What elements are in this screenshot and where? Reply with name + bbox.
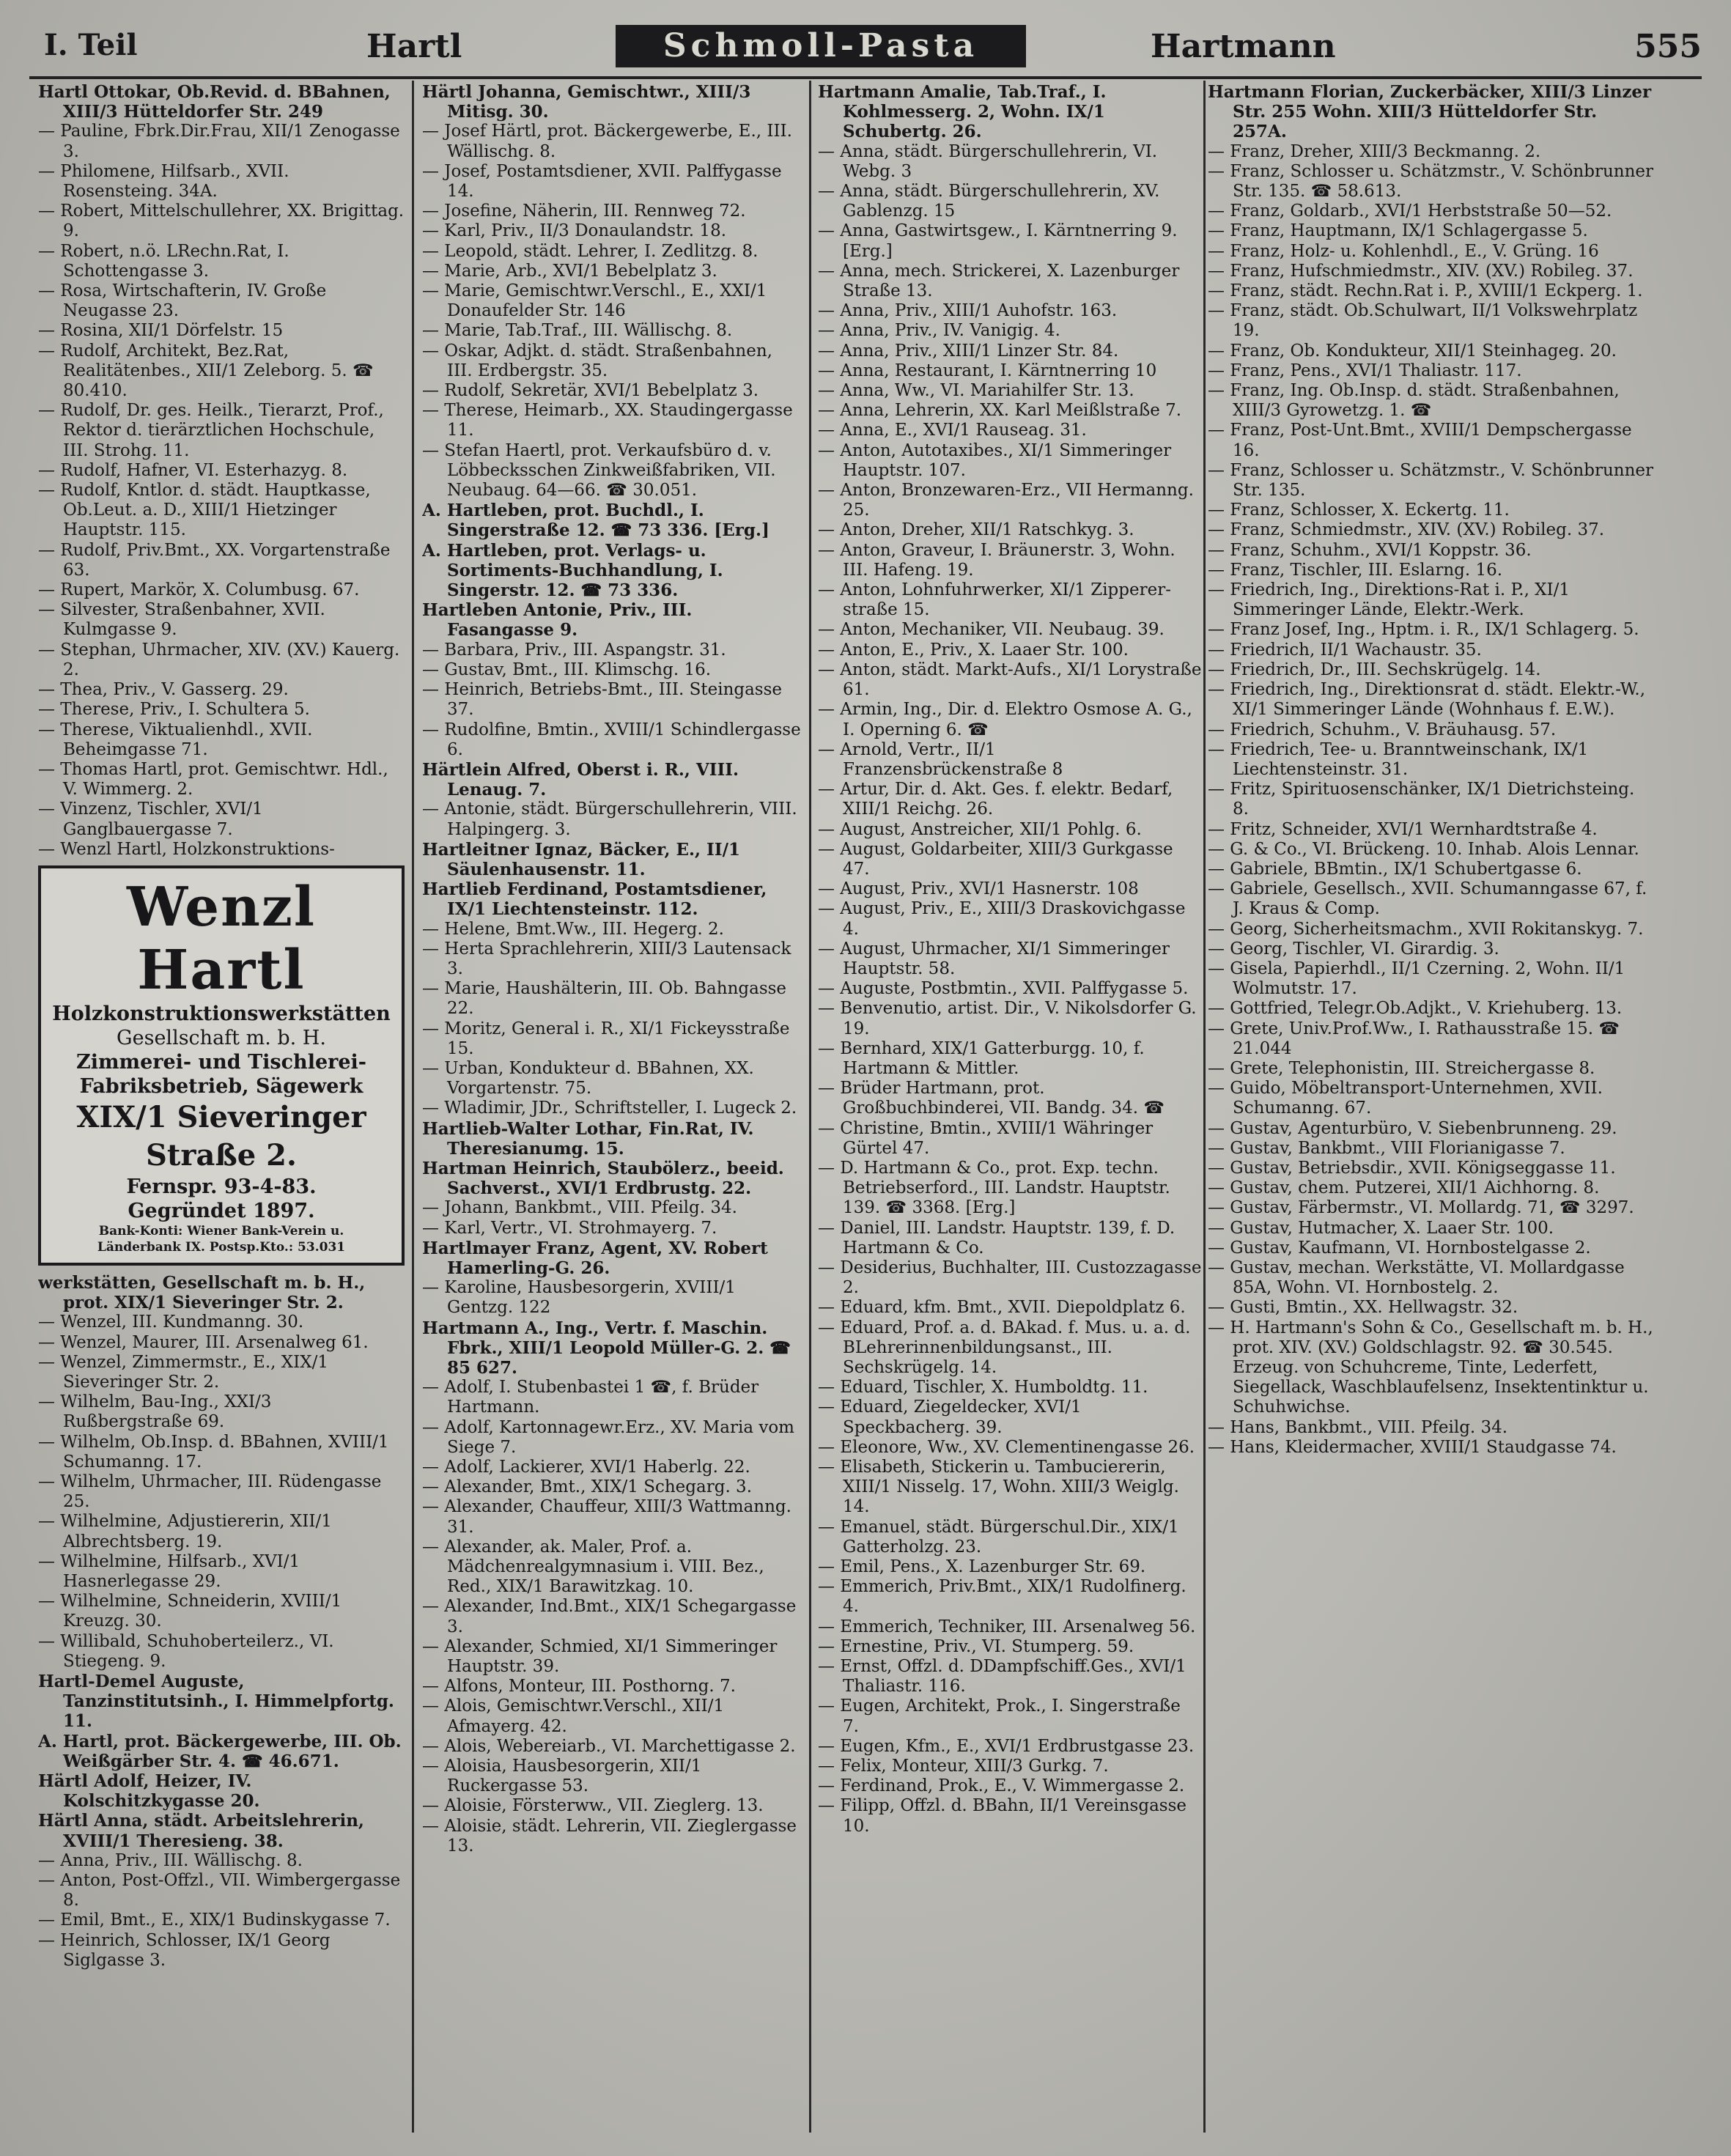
directory-entry: — Philomene, Hilfsarb., XVII. Rosensteing. 34A. [38, 161, 289, 202]
directory-entry: — Friedrich, Ing., Direktions-Rat i. P., XI/1 Simmeringer Lände, Elektr.-Werk. [1208, 580, 1571, 620]
directory-entry: — Alexander, Chauffeur, XIII/3 Wattmanng. 31. [422, 1497, 791, 1537]
directory-entry: — Fritz, Schneider, XVI/1 Wernhardtstraße 4. [1208, 819, 1598, 839]
directory-entry: — Gabriele, Gesellsch., XVII. Schumanngasse 67, f. J. Kraus & Comp. [1208, 879, 1647, 919]
directory-entry: — Robert, Mittelschullehrer, XX. Brigittag. 9. [38, 202, 405, 241]
header-rule [29, 76, 1702, 79]
directory-entry: — Aloisie, städt. Lehrerin, VII. Zieglergasse 13. [422, 1816, 797, 1856]
directory-entry: — Robert, n.ö. LRechn.Rat, I. Schottengasse 3. [38, 241, 289, 281]
directory-entry: — Therese, Viktualienhdl., XVII. Beheimgasse 71. [38, 720, 313, 759]
directory-entry: — Franz, Ob. Kondukteur, XII/1 Steinhageg. 20. [1208, 341, 1617, 361]
directory-entry: — Thea, Priv., V. Gasserg. 29. [38, 680, 289, 700]
column-divider [809, 81, 811, 2133]
directory-entry: werkstätten, Gesellschaft m. b. H., prot. XIX/1 Sieveringer Str. 2. [38, 1272, 366, 1313]
ad-line-1: Zimmerei- und Tischlerei- [75, 1050, 366, 1074]
ad-subtitle: Holzkonstruktionswerkstätten [52, 1002, 391, 1025]
directory-entry: — Thomas Hartl, prot. Gemischtwr. Hdl., V. Wimmerg. 2. [38, 759, 388, 800]
directory-entry: — Emil, Pens., X. Lazenburger Str. 69. [818, 1557, 1146, 1577]
directory-entry: — Gustav, Bmt., III. Klimschg. 16. [422, 660, 712, 679]
directory-entry: — Gustav, Kaufmann, VI. Hornbostelgasse 2. [1208, 1238, 1591, 1258]
page-number: 555 [1634, 28, 1702, 65]
directory-entry: — Ferdinand, Prok., E., V. Wimmergasse 2. [818, 1776, 1185, 1796]
column-3-entries [818, 82, 1202, 1836]
directory-entry: — Wilhelm, Bau-Ing., XXI/3 Rußbergstraße 69. [38, 1392, 272, 1432]
column-4 [1208, 82, 1653, 2140]
directory-entry: — Hans, Kleidermacher, XVIII/1 Staudgasse 74. [1208, 1437, 1617, 1457]
directory-entry: — Rosa, Wirtschafterin, IV. Große Neugasse 23. [38, 281, 327, 321]
directory-entry: — Anton, Autotaxibes., XI/1 Simmeringer Hauptstr. 107. [818, 440, 1172, 480]
directory-entry: — Oskar, Adjkt. d. städt. Straßenbahnen, III. Erdbergstr. 35. [422, 341, 772, 380]
directory-entry: — Georg, Tischler, VI. Girardig. 3. [1208, 939, 1499, 959]
directory-entry: — Rudolf, Dr. ges. Heilk., Tierarzt, Prof., Rektor d. tierärztlichen Hochschule, III. Strohg. 11. [38, 401, 384, 460]
directory-entry: — Urban, Kondukteur d. BBahnen, XX. Vorgartenstr. 75. [422, 1058, 754, 1099]
directory-entry: — Anton, Graveur, I. Bräunerstr. 3, Wohn. III. Hafeng. 19. [818, 540, 1175, 580]
directory-entry: — Emil, Bmt., E., XIX/1 Budinskygasse 7. [38, 1911, 391, 1930]
directory-entry: — Adolf, Lackierer, XVI/1 Haberlg. 22. [422, 1458, 750, 1477]
directory-entry: — Eduard, Prof. a. d. BAkad. f. Mus. u. a. d. BLehrerinnenbildungsanst., III. Sechskrügelg. 14. [818, 1318, 1191, 1377]
directory-entry: — Aloisia, Hausbesorgerin, XII/1 Ruckergasse 53. [422, 1757, 702, 1796]
directory-entry: — Wladimir, JDr., Schriftsteller, I. Lugeck 2. [422, 1099, 797, 1118]
directory-entry: — Anna, E., XVI/1 Rauseag. 31. [818, 421, 1087, 440]
directory-entry: Härtl Adolf, Heizer, IV. Kolschitzkygasse 20. [38, 1771, 260, 1812]
directory-entry: — Heinrich, Schlosser, IX/1 Georg Siglgasse 3. [38, 1930, 331, 1970]
directory-entry: — Wenzel, Maurer, III. Arsenalweg 61. [38, 1332, 369, 1352]
directory-entry: — Rudolf, Kntlor. d. städt. Hauptkasse, Ob.Leut. a. D., XIII/1 Hietzinger Hauptstr. 115. [38, 481, 371, 540]
directory-entry: — Marie, Tab.Traf., III. Wällischg. 8. [422, 321, 733, 341]
directory-entry: — August, Goldarbeiter, XIII/3 Gurkgasse 47. [818, 839, 1173, 879]
directory-entry: — Rudolf, Sekretär, XVI/1 Bebelplatz 3. [422, 381, 759, 401]
directory-entry: Hartmann Amalie, Tab.Traf., I. Kohlmesserg. 2, Wohn. IX/1 Schubertg. 26. [818, 82, 1107, 142]
directory-entry: — Franz, Schmiedmstr., XIV. (XV.) Robileg. 37. [1208, 520, 1605, 540]
directory-entry: — Moritz, General i. R., XI/1 Fickeysstraße 15. [422, 1019, 790, 1058]
directory-entry: — Ernst, Offzl. d. DDampfschiff.Ges., XVI/1 Thaliastr. 116. [818, 1657, 1186, 1697]
directory-entry: Hartlmayer Franz, Agent, XV. Robert Hamerling-G. 26. [422, 1238, 768, 1278]
directory-entry: — August, Anstreicher, XII/1 Pohlg. 6. [818, 819, 1142, 839]
directory-entry: — Rudolfine, Bmtin., XVIII/1 Schindlergasse 6. [422, 720, 801, 759]
directory-entry: — Anna, städt. Bürgerschullehrerin, VI. Webg. 3 [818, 141, 1158, 181]
directory-entry: — Anna, Lehrerin, XX. Karl Meißlstraße 7. [818, 401, 1182, 421]
directory-entry: — Johann, Bankbmt., VIII. Pfeilg. 34. [422, 1198, 737, 1218]
directory-entry: Hartmann A., Ing., Vertr. f. Maschin. Fbrk., XIII/1 Leopold Müller-G. 2. ☎ 85 627. [422, 1318, 791, 1378]
directory-entry: — Karl, Vertr., VI. Strohmayerg. 7. [422, 1218, 717, 1238]
directory-entry: — Alois, Webereiarb., VI. Marchettigasse 2. [422, 1736, 796, 1756]
ad-bank-1: Bank-Konti: Wiener Bank-Verein u. [98, 1223, 344, 1238]
directory-entry: — Alexander, Ind.Bmt., XIX/1 Schegargasse 3. [422, 1597, 797, 1636]
directory-entry: A. Hartleben, prot. Buchdl., I. Singerstraße 12. ☎ 73 336. [Erg.] [422, 501, 769, 541]
directory-entry: Hartl-Demel Auguste, Tanzinstitutsinh., I. Himmelpfortg. 11. [38, 1671, 394, 1732]
directory-entry: — Eduard, kfm. Bmt., XVII. Diepoldplatz 6. [818, 1298, 1186, 1318]
directory-entry: — Alois, Gemischtwr.Verschl., XII/1 Afmayerg. 42. [422, 1697, 725, 1736]
directory-entry: — Heinrich, Betriebs-Bmt., III. Steingasse 37. [422, 680, 783, 720]
directory-entry: — Wilhelmine, Hilfsarb., XVI/1 Hasnerlegasse 29. [38, 1551, 300, 1591]
directory-entry: — Willibald, Schuhoberteilerz., VI. Stiegeng. 9. [38, 1631, 334, 1671]
directory-entry: — Wenzl Hartl, Holzkonstruktions- [38, 839, 335, 859]
directory-entry: — Anna, Priv., XIII/1 Linzer Str. 84. [818, 341, 1119, 361]
directory-entry: — Aloisie, Försterww., VII. Zieglerg. 13. [422, 1796, 764, 1816]
directory-entry: — Anton, Mechaniker, VII. Neubaug. 39. [818, 620, 1165, 640]
directory-entry: — Barbara, Priv., III. Aspangstr. 31. [422, 640, 726, 660]
directory-entry: — Gustav, Hutmacher, X. Laaer Str. 100. [1208, 1218, 1554, 1238]
directory-entry: — Anton, Dreher, XII/1 Ratschkyg. 3. [818, 520, 1134, 540]
directory-entry: — Anna, Priv., XIII/1 Auhofstr. 163. [818, 301, 1118, 321]
directory-entry: — Adolf, Kartonnagewr.Erz., XV. Maria vom Siege 7. [422, 1417, 794, 1457]
advertisement-box [38, 865, 405, 1266]
directory-entry: — August, Uhrmacher, XI/1 Simmeringer Hauptstr. 58. [818, 939, 1170, 978]
directory-entry: — Adolf, I. Stubenbastei 1 ☎, f. Brüder Hartmann. [422, 1378, 759, 1417]
directory-entry: — Marie, Arb., XVI/1 Bebelplatz 3. [422, 261, 717, 281]
directory-entry: — Franz, Tischler, III. Eslarng. 16. [1208, 560, 1503, 580]
directory-entry: — Auguste, Postbmtin., XVII. Palffygasse 5. [818, 979, 1189, 999]
column-1 [38, 82, 405, 2140]
header-banner: Schmoll-Pasta [616, 25, 1026, 67]
directory-entry: — Stefan Haertl, prot. Verkaufsbüro d. v. Löbbecksschen Zinkweißfabriken, VII. Neubaug. 64—66. ☎ 30.051. [422, 440, 776, 501]
directory-entry: — Anton, E., Priv., X. Laaer Str. 100. [818, 640, 1129, 660]
directory-entry: — Emmerich, Techniker, III. Arsenalweg 56. [818, 1617, 1196, 1636]
directory-entry: — Ernestine, Priv., VI. Stumperg. 59. [818, 1636, 1134, 1656]
directory-entry: — Anna, städt. Bürgerschullehrerin, XV. Gablenzg. 15 [818, 182, 1160, 221]
column-1-top-entries [38, 82, 405, 860]
directory-entry: — Bernhard, XIX/1 Gatterburgg. 10, f. Hartmann & Mittler. [818, 1038, 1145, 1078]
directory-entry: — Anna, Priv., III. Wällischg. 8. [38, 1850, 303, 1870]
directory-entry: — Gabriele, BBmtin., IX/1 Schubertgasse 6. [1208, 859, 1582, 879]
directory-entry: — Wilhelm, Uhrmacher, III. Rüdengasse 25. [38, 1472, 382, 1512]
directory-entry: — Anton, Post-Offzl., VII. Wimbergergasse 8. [38, 1871, 401, 1911]
directory-entry: — Hans, Bankbmt., VIII. Pfeilg. 34. [1208, 1417, 1508, 1437]
column-divider [1203, 81, 1206, 2133]
directory-entry: — Anna, Restaurant, I. Kärntnerring 10 [818, 361, 1157, 380]
directory-entry: — Gustav, chem. Putzerei, XII/1 Aichhorng. 8. [1208, 1178, 1600, 1198]
ad-phone: Fernspr. 93-4-83. [126, 1175, 317, 1198]
header-left-word: Hartl [366, 28, 462, 65]
directory-entry: — Gustav, mechan. Werkstätte, VI. Mollardgasse 85A, Wohn. VI. Hornbostelg. 2. [1208, 1258, 1625, 1298]
directory-entry: — Franz, städt. Rechn.Rat i. P., XVIII/1 Eckperg. 1. [1208, 281, 1643, 301]
ad-company-form: Gesellschaft m. b. H. [117, 1026, 326, 1049]
directory-entry: — Anna, Gastwirtsgew., I. Kärntnerring 9. [Erg.] [818, 221, 1178, 261]
column-divider [412, 81, 414, 2133]
directory-entry: — Friedrich, Ing., Direktionsrat d. städt. Elektr.-W., XI/1 Simmeringer Lände (Wohnhaus f. E.W.). [1208, 680, 1646, 720]
directory-entry: — Gustav, Bankbmt., VIII Florianigasse 7. [1208, 1138, 1565, 1158]
directory-entry: — Gustav, Betriebsdir., XVII. Königseggasse 11. [1208, 1158, 1616, 1178]
directory-entry: — G. & Co., VI. Brückeng. 10. Inhab. Alois Lennar. [1208, 839, 1639, 859]
directory-entry: A. Hartl, prot. Bäckergewerbe, III. Ob. Weißgärber Str. 4. ☎ 46.671. [38, 1731, 402, 1771]
directory-entry: — Silvester, Straßenbahner, XVII. Kulmgasse 9. [38, 600, 325, 640]
directory-entry: Härtl Johanna, Gemischtwr., XIII/3 Mitisg. 30. [422, 82, 751, 122]
directory-entry: — Marie, Gemischtwr.Verschl., E., XXI/1 Donaufelder Str. 146 [422, 281, 767, 321]
directory-entry: — Franz, Pens., XVI/1 Thaliastr. 117. [1208, 361, 1522, 380]
directory-entry: — H. Hartmann's Sohn & Co., Gesellschaft m. b. H., prot. XIV. (XV.) Goldschlagstr. 92. ☎ 30.545. Erzeug. von Schuhcreme, Tinte, Lederfett, Siegellack, Waschblaufelsenz, Insektentinktur u. Schuhwichse. [1208, 1318, 1653, 1417]
directory-entry: — Eduard, Tischler, X. Humboldtg. 11. [818, 1378, 1148, 1398]
directory-entry: — Guido, Möbeltransport-Unternehmen, XVII. Schumanng. 67. [1208, 1079, 1603, 1118]
column-2 [422, 82, 802, 2140]
directory-entry: — Wenzel, III. Kundmanng. 30. [38, 1313, 304, 1332]
directory-entry: — Franz, Ing. Ob.Insp. d. städt. Straßenbahnen, XIII/3 Gyrowetzg. 1. ☎ [1208, 381, 1620, 421]
directory-entry: — Daniel, III. Landstr. Hauptstr. 139, f. D. Hartmann & Co. [818, 1218, 1175, 1258]
directory-entry: — Rudolf, Priv.Bmt., XX. Vorgartenstraße 63. [38, 540, 391, 580]
directory-entry: — Christine, Bmtin., XVIII/1 Währinger Gürtel 47. [818, 1118, 1154, 1158]
directory-entry: — Wilhelmine, Adjustiererin, XII/1 Albrechtsberg. 19. [38, 1512, 332, 1551]
directory-entry: — Brüder Hartmann, prot. Großbuchbinderei, VII. Bandg. 34. ☎ [818, 1079, 1165, 1118]
directory-entry: — Herta Sprachlehrerin, XIII/3 Lautensack 3. [422, 939, 791, 978]
directory-entry: — Friedrich, II/1 Wachaustr. 35. [1208, 640, 1482, 660]
directory-entry: — Desiderius, Buchhalter, III. Custozzagasse 2. [818, 1258, 1202, 1298]
column-1-bottom-entries [38, 1273, 405, 1971]
directory-entry: — Anna, Priv., IV. Vanigig. 4. [818, 321, 1060, 341]
directory-entry: — Friedrich, Dr., III. Sechskrügelg. 14. [1208, 660, 1541, 679]
column-2-entries [422, 82, 802, 1856]
directory-entry: — Rosina, XII/1 Dörfelstr. 15 [38, 321, 284, 341]
directory-entry: — Alexander, ak. Maler, Prof. a. Mädchenrealgymnasium i. VIII. Bez., Red., XIX/1 Barawitzkag. 10. [422, 1537, 764, 1597]
directory-entry: — Marie, Haushälterin, III. Ob. Bahngasse 22. [422, 979, 787, 1019]
header-right-word: Hartmann [1151, 28, 1336, 65]
directory-entry: — Franz, Goldarb., XVI/1 Herbststraße 50—52. [1208, 202, 1612, 221]
directory-entry: — Antonie, städt. Bürgerschullehrerin, VIII. Halpingerg. 3. [422, 800, 797, 839]
directory-entry: Hartlieb Ferdinand, Postamtsdiener, IX/1 Liechtensteinstr. 112. [422, 879, 767, 920]
directory-entry: — Karoline, Hausbesorgerin, XVIII/1 Gentzg. 122 [422, 1278, 736, 1318]
directory-entry: — Anton, Lohnfuhrwerker, XI/1 Zippererstraße 15. [818, 580, 1171, 620]
directory-entry: — Josefine, Näherin, III. Rennweg 72. [422, 202, 746, 221]
directory-entry: — Alexander, Bmt., XIX/1 Schegarg. 3. [422, 1477, 753, 1497]
ad-line-2: Fabriksbetrieb, Sägewerk [79, 1074, 363, 1098]
directory-entry: — Filipp, Offzl. d. BBahn, II/1 Vereinsgasse 10. [818, 1796, 1187, 1836]
directory-entry: — Franz, Schlosser u. Schätzmstr., V. Schönbrunner Str. 135. [1208, 460, 1653, 501]
part-label: I. Teil [44, 28, 138, 62]
directory-entry: Hartmann Florian, Zuckerbäcker, XIII/3 Linzer Str. 255 Wohn. XIII/3 Hütteldorfer Str. 257A. [1208, 82, 1652, 142]
directory-entry: — Eleonore, Ww., XV. Clementinengasse 26. [818, 1437, 1195, 1457]
directory-entry: — Franz, Schlosser, X. Eckertg. 11. [1208, 501, 1510, 520]
directory-entry: — Alexander, Schmied, XI/1 Simmeringer Hauptstr. 39. [422, 1636, 778, 1677]
directory-entry: — Josef Härtl, prot. Bäckergewerbe, E., III. Wällischg. 8. [422, 122, 792, 161]
directory-entry: — Georg, Sicherheitsmachm., XVII Rokitanskyg. 7. [1208, 919, 1644, 939]
ad-company-name: Wenzl Hartl [126, 875, 317, 1002]
directory-entry: — Friedrich, Tee- u. Branntweinschank, IX/1 Liechtensteinstr. 31. [1208, 739, 1589, 779]
directory-entry: — Franz, Dreher, XIII/3 Beckmanng. 2. [1208, 141, 1541, 161]
directory-entry: Härtlein Alfred, Oberst i. R., VIII. Lenaug. 7. [422, 759, 739, 800]
directory-entry: — Anna, mech. Strickerei, X. Lazenburger Straße 13. [818, 261, 1180, 301]
directory-entry: — Rudolf, Architekt, Bez.Rat, Realitätenbes., XII/1 Zeleborg. 5. ☎ 80.410. [38, 341, 374, 401]
ad-bank-2: Länderbank IX. Postsp.Kto.: 53.031 [97, 1239, 346, 1255]
directory-entry: — Artur, Dir. d. Akt. Ges. f. elektr. Bedarf, XIII/1 Reichg. 26. [818, 780, 1173, 819]
directory-entry: — Anton, städt. Markt-Aufs., XI/1 Lorystraße 61. [818, 660, 1202, 700]
directory-entry: — Wenzel, Zimmermstr., E., XIX/1 Sieveringer Str. 2. [38, 1352, 328, 1392]
directory-entry: — August, Priv., E., XIII/3 Draskovichgasse 4. [818, 899, 1186, 939]
directory-entry: — Helene, Bmt.Ww., III. Hegerg. 2. [422, 919, 724, 939]
directory-entry: — Josef, Postamtsdiener, XVII. Palffygasse 14. [422, 161, 782, 202]
directory-entry: — Franz, Holz- u. Kohlenhdl., E., V. Grüng. 16 [1208, 241, 1599, 261]
directory-entry: — Armin, Ing., Dir. d. Elektro Osmose A. G., I. Operning 6. ☎ [818, 700, 1192, 739]
directory-entry: — Rudolf, Hafner, VI. Esterhazyg. 8. [38, 460, 348, 480]
directory-entry: — Franz, städt. Ob.Schulwart, II/1 Volkswehrplatz 19. [1208, 301, 1638, 341]
directory-entry: — Emmerich, Priv.Bmt., XIX/1 Rudolfinerg. 4. [818, 1577, 1186, 1617]
directory-entry: — Gusti, Bmtin., XX. Hellwagstr. 32. [1208, 1298, 1518, 1318]
directory-entry: — Gisela, Papierhdl., II/1 Czerning. 2, Wohn. II/1 Wolmutstr. 17. [1208, 959, 1625, 999]
directory-entry: — Fritz, Spirituosenschänker, IX/1 Dietrichsteing. 8. [1208, 780, 1635, 819]
directory-entry: A. Hartleben, prot. Verlags- u. Sortiments-Buchhandlung, I. Singerstr. 12. ☎ 73 336. [422, 540, 723, 601]
page-header [29, 10, 1702, 81]
directory-entry: — Eduard, Ziegeldecker, XVI/1 Speckbacherg. 39. [818, 1398, 1082, 1437]
directory-entry: — Emanuel, städt. Bürgerschul.Dir., XIX/1 Gatterholzg. 23. [818, 1517, 1179, 1557]
directory-entry: — Franz Josef, Ing., Hptm. i. R., IX/1 Schlagerg. 5. [1208, 620, 1639, 640]
directory-entry: — Gustav, Färbermstr., VI. Mollardg. 71, ☎ 3297. [1208, 1198, 1634, 1218]
column-4-entries [1208, 82, 1653, 1458]
directory-entry: Hartman Heinrich, Staubölerz., beeid. Sachverst., XVI/1 Erdbrustg. 22. [422, 1158, 784, 1199]
directory-entry: — Karl, Priv., II/3 Donaulandstr. 18. [422, 221, 727, 241]
directory-entry: — Eugen, Architekt, Prok., I. Singerstraße 7. [818, 1697, 1181, 1736]
directory-entry: — Franz, Post-Unt.Bmt., XVIII/1 Dempschergasse 16. [1208, 421, 1632, 460]
directory-entry: — Gustav, Agenturbüro, V. Siebenbrunneng. 29. [1208, 1118, 1617, 1138]
directory-entry: — Wilhelmine, Schneiderin, XVIII/1 Kreuzg. 30. [38, 1592, 342, 1631]
directory-entry: — Franz, Schlosser u. Schätzmstr., V. Schönbrunner Str. 135. ☎ 58.613. [1208, 161, 1653, 202]
directory-entry: — Stephan, Uhrmacher, XIV. (XV.) Kauerg. 2. [38, 640, 400, 679]
directory-entry: — August, Priv., XVI/1 Hasnerstr. 108 [818, 879, 1139, 899]
directory-entry: — Leopold, städt. Lehrer, I. Zedlitzg. 8. [422, 241, 759, 261]
directory-entry: — Vinzenz, Tischler, XVI/1 Ganglbauergasse 7. [38, 800, 263, 839]
directory-entry: — Anton, Bronzewaren-Erz., VII Hermanng. 25. [818, 481, 1194, 520]
directory-entry: — Felix, Monteur, XIII/3 Gurkg. 7. [818, 1757, 1109, 1776]
directory-entry: — Anna, Ww., VI. Mariahilfer Str. 13. [818, 381, 1134, 401]
directory-entry: — Wilhelm, Ob.Insp. d. BBahnen, XVIII/1 Schumanng. 17. [38, 1432, 389, 1472]
directory-entry: — Friedrich, Schuhm., V. Bräuhausg. 57. [1208, 720, 1557, 739]
ad-address: XIX/1 Sieveringer Straße 2. [76, 1099, 366, 1173]
directory-entry: — Franz, Hauptmann, IX/1 Schlagergasse 5. [1208, 221, 1588, 241]
directory-entry: Hartlieb-Walter Lothar, Fin.Rat, IV. Theresianumg. 15. [422, 1118, 754, 1159]
directory-entry: Hartleitner Ignaz, Bäcker, E., II/1 Säulenhausenstr. 11. [422, 839, 740, 879]
ad-founded: Gegründet 1897. [128, 1199, 315, 1222]
directory-entry: — Therese, Heimarb., XX. Staudingergasse 11. [422, 401, 793, 440]
directory-entry: — Alfons, Monteur, III. Posthorng. 7. [422, 1677, 736, 1697]
directory-entry: — Therese, Priv., I. Schultera 5. [38, 700, 310, 720]
directory-entry: Hartleben Antonie, Priv., III. Fasangasse 9. [422, 600, 693, 640]
directory-entry: — Pauline, Fbrk.Dir.Frau, XII/1 Zenogasse 3. [38, 122, 400, 161]
directory-entry: — Eugen, Kfm., E., XVI/1 Erdbrustgasse 23. [818, 1736, 1195, 1756]
directory-entry: — Franz, Hufschmiedmstr., XIV. (XV.) Robileg. 37. [1208, 261, 1634, 281]
directory-entry: — Arnold, Vertr., II/1 Franzensbrückenstraße 8 [818, 739, 1063, 779]
directory-entry: — Rupert, Markör, X. Columbusg. 67. [38, 580, 360, 600]
directory-entry: — Benvenutio, artist. Dir., V. Nikolsdorfer G. 19. [818, 999, 1197, 1038]
directory-entry: — Franz, Schuhm., XVI/1 Koppstr. 36. [1208, 540, 1532, 560]
directory-entry: Hartl Ottokar, Ob.Revid. d. BBahnen, XIII/3 Hütteldorfer Str. 249 [38, 82, 391, 122]
directory-entry: — Grete, Telephonistin, III. Streichergasse 8. [1208, 1058, 1595, 1078]
directory-entry: — Grete, Univ.Prof.Ww., I. Rathausstraße 15. ☎ 21.044 [1208, 1019, 1620, 1058]
directory-entry: Härtl Anna, städt. Arbeitslehrerin, XVIII/1 Theresieng. 38. [38, 1811, 364, 1851]
directory-entry: — Elisabeth, Stickerin u. Tambuciererin, XIII/1 Nisselg. 17, Wohn. XIII/3 Weiglg. 14. [818, 1458, 1179, 1517]
directory-entry: — D. Hartmann & Co., prot. Exp. techn. Betriebserford., III. Landstr. Hauptstr. 139. ☎ 3368. [Erg.] [818, 1158, 1170, 1218]
directory-entry: — Gottfried, Telegr.Ob.Adjkt., V. Kriehuberg. 13. [1208, 999, 1623, 1019]
column-3 [818, 82, 1202, 2140]
